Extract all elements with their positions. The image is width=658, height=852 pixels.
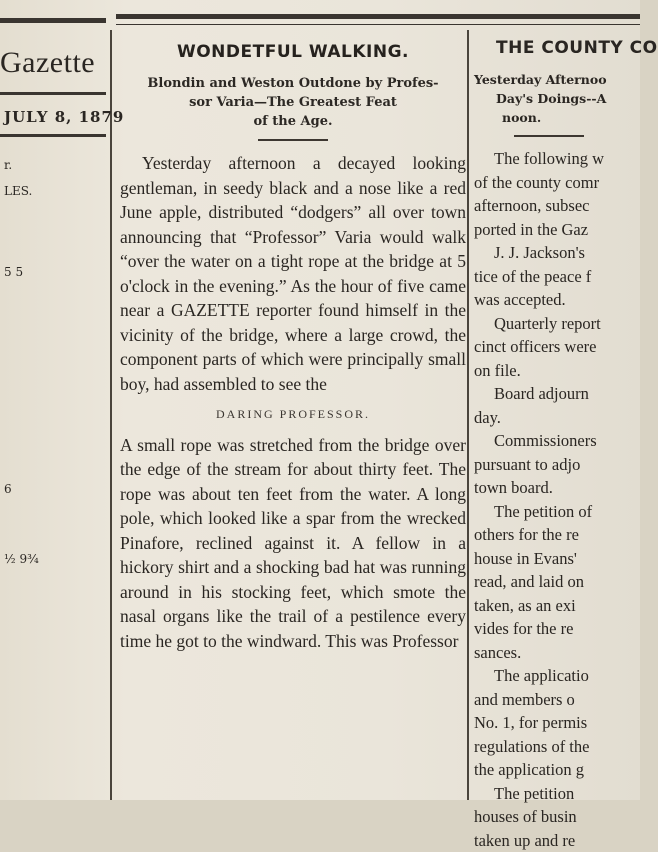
thin-rule-center (116, 24, 640, 25)
deck-divider (258, 139, 328, 141)
right-deck-line: noon. (474, 108, 654, 127)
deck-line: of the Age. (124, 112, 462, 131)
right-deck-line: Yesterday Afternoo (474, 70, 654, 89)
column-divider-left (110, 30, 112, 800)
article-body (120, 151, 466, 653)
right-line: the application g (474, 758, 654, 782)
article-paragraph: A small rope was stretched from the bridge over the edge of the stream for about thirty feet. The rope was about ten feet from the water. A long pole, which looked like a spar from the wrecked Pinafore, reclined against it. A fellow in a hickory shirt and a shocking bad hat was running around in his stocking feet, which smote the nasal organs like the trail of a pestilence every time he got to the windward. This was Professor (120, 433, 466, 654)
right-line: on file. (474, 359, 654, 383)
center-article (118, 34, 468, 653)
right-line: J. J. Jackson's (474, 241, 654, 265)
right-line: Quarterly report (474, 312, 654, 336)
right-line: vides for the re (474, 617, 654, 641)
right-line: sances. (474, 641, 654, 665)
left-fragment: LES. (4, 184, 32, 198)
right-line: afternoon, subsec (474, 194, 654, 218)
right-article (474, 34, 654, 852)
right-line: Board adjourn (474, 382, 654, 406)
left-fragment: ½ 9¾ (4, 552, 39, 566)
right-line: and members o (474, 688, 654, 712)
right-deck (474, 70, 654, 127)
right-deck-divider (514, 135, 584, 137)
right-headline: THE COUNTY CO (496, 38, 654, 58)
deck-line: Blondin and Weston Outdone by Profes- (124, 74, 462, 93)
date-rule (0, 134, 106, 137)
right-line: houses of busin (474, 805, 654, 829)
right-body (474, 147, 654, 852)
right-line: tice of the peace f (474, 265, 654, 289)
article-deck (124, 74, 462, 131)
article-subhead: DARING PROFESSOR. (120, 402, 466, 427)
right-line: The following w (474, 147, 654, 171)
top-rule-center (116, 14, 640, 19)
right-line: taken, as an exi (474, 594, 654, 618)
right-line: Commissioners (474, 429, 654, 453)
left-fragment: r. (4, 158, 12, 172)
right-line: The petition (474, 782, 654, 806)
right-line: ported in the Gaz (474, 218, 654, 242)
right-line: pursuant to adjo (474, 453, 654, 477)
right-line: was accepted. (474, 288, 654, 312)
right-line: of the county comr (474, 171, 654, 195)
right-line: house in Evans' (474, 547, 654, 571)
masthead-date: JULY 8, 1879 (4, 108, 124, 126)
right-line: town board. (474, 476, 654, 500)
right-line: regulations of the (474, 735, 654, 759)
left-fragment: 5 5 (4, 265, 23, 279)
right-line: read, and laid on (474, 570, 654, 594)
article-paragraph: Yesterday afternoon a decayed looking gentleman, in seedy black and a nose like a red June apple, distributed “dodgers” all over town announcing that “Professor” Varia would walk “over the water on a tight rope at the bridge at 5 o'clock in the evening.” As the hour of five came near a GAZETTE reporter found himself in the vicinity of the bridge, where a large crowd, the component parts of which were principally small boy, had assembled to see the (120, 151, 466, 396)
masthead-rule (0, 92, 106, 95)
right-line: No. 1, for permis (474, 711, 654, 735)
right-line: cinct officers were (474, 335, 654, 359)
masthead-title: Gazette (0, 46, 95, 80)
right-line: The petition of (474, 500, 654, 524)
left-fragment: 6 (4, 482, 12, 496)
right-line: day. (474, 406, 654, 430)
right-deck-line: Day's Doings--A (474, 89, 654, 108)
article-headline: WONDETFUL WALKING. (118, 42, 468, 62)
right-line: others for the re (474, 523, 654, 547)
right-line: The applicatio (474, 664, 654, 688)
right-line: taken up and re (474, 829, 654, 852)
deck-line: sor Varia—The Greatest Feat (124, 93, 462, 112)
top-rule-left (0, 18, 106, 23)
